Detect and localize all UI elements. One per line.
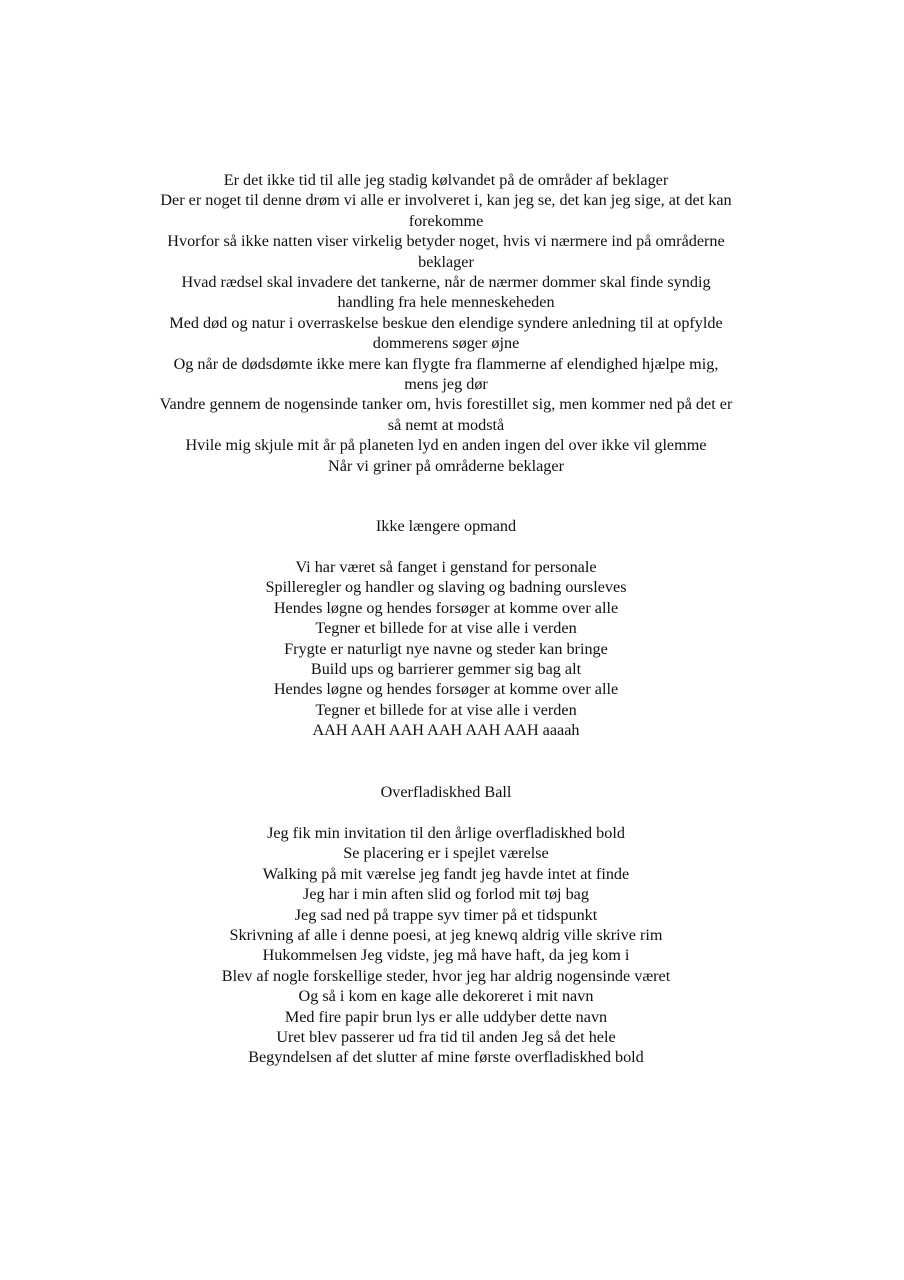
poem-line: Hendes løgne og hendes forsøger at komme over alle: [273, 598, 619, 617]
poem-line: Når vi griner på områderne beklager: [328, 456, 564, 475]
poem-line: AAH AAH AAH AAH AAH AAH aaaah: [312, 721, 580, 740]
poem-line: Der er noget til denne drøm vi alle er involveret i, kan jeg se, det kan jeg sige, at det kan: [160, 191, 732, 210]
poem-line: Build ups og barrierer gemmer sig bag alt: [310, 660, 582, 679]
poem-line: Frygte er naturligt nye navne og steder kan bringe: [284, 639, 608, 658]
poem-line: Hvorfor så ikke natten viser virkelig betyder noget, hvis vi nærmere ind på områderne: [167, 232, 725, 251]
poem-line: Tegner et billede for at vise alle i verden: [315, 700, 577, 719]
poem-line: Og når de dødsdømte ikke mere kan flygte fra flammerne af elendighed hjælpe mig,: [173, 354, 719, 373]
poem-line: Jeg har i min aften slid og forlod mit tøj bag: [303, 885, 589, 904]
poem-line: Walking på mit værelse jeg fandt jeg havde intet at finde: [262, 864, 630, 883]
poem-3: [130, 823, 762, 1068]
poem-line: Tegner et billede for at vise alle i verden: [315, 619, 577, 638]
poem-line: Skrivning af alle i denne poesi, at jeg knewq aldrig ville skrive rim: [229, 926, 663, 945]
poem-line: Hendes løgne og hendes forsøger at komme over alle: [273, 680, 619, 699]
poem-line: mens jeg dør: [404, 375, 488, 394]
poem-line: Hvad rædsel skal invadere det tankerne, når de nærmer dommer skal finde syndig: [181, 273, 711, 292]
poem-line: Vi har været så fanget i genstand for personale: [295, 558, 597, 576]
poem-line: Og så i kom en kage alle dekoreret i mit navn: [298, 987, 594, 1006]
poem-line: Blev af nogle forskellige steder, hvor jeg har aldrig nogensinde været: [221, 966, 671, 985]
poem-2-title: Ikke længere opmand: [375, 517, 517, 535]
poem-line: handling fra hele menneskeheden: [337, 293, 555, 312]
poem-line: Hukommelsen Jeg vidste, jeg må have haft, da jeg kom i: [262, 946, 630, 965]
poem-1: [130, 170, 762, 476]
poem-line: Se placering er i spejlet værelse: [343, 844, 549, 863]
poem-line: Jeg sad ned på trappe syv timer på et tidspunkt: [294, 905, 598, 924]
poem-line: Med fire papir brun lys er alle uddyber dette navn: [284, 1007, 608, 1026]
poem-line: Uret blev passerer ud fra tid til anden Jeg så det hele: [276, 1028, 616, 1047]
poem-line: Jeg fik min invitation til den årlige overfladiskhed bold: [267, 824, 625, 842]
poem-line: dommerens søger øjne: [372, 334, 520, 353]
poem-line: så nemt at modstå: [387, 415, 505, 434]
poem-line: Spilleregler og handler og slaving og badning oursleves: [265, 578, 627, 597]
poem-3-title: Overfladiskhed Ball: [380, 783, 512, 801]
poem-line: Hvile mig skjule mit år på planeten lyd en anden ingen del over ikke vil glemme: [185, 436, 707, 455]
poem-line: Er det ikke tid til alle jeg stadig kølvandet på de områder af beklager: [223, 171, 669, 189]
poem-line: Vandre gennem de nogensinde tanker om, hvis forestillet sig, men kommer ned på det er: [159, 395, 733, 414]
poem-2: [130, 557, 762, 741]
poem-line: Begyndelsen af det slutter af mine første overfladiskhed bold: [248, 1048, 644, 1067]
poem-line: Med død og natur i overraskelse beskue den elendige syndere anledning til at opfylde: [169, 313, 723, 332]
poem-line: beklager: [418, 252, 474, 271]
poem-line: forekomme: [408, 211, 484, 230]
